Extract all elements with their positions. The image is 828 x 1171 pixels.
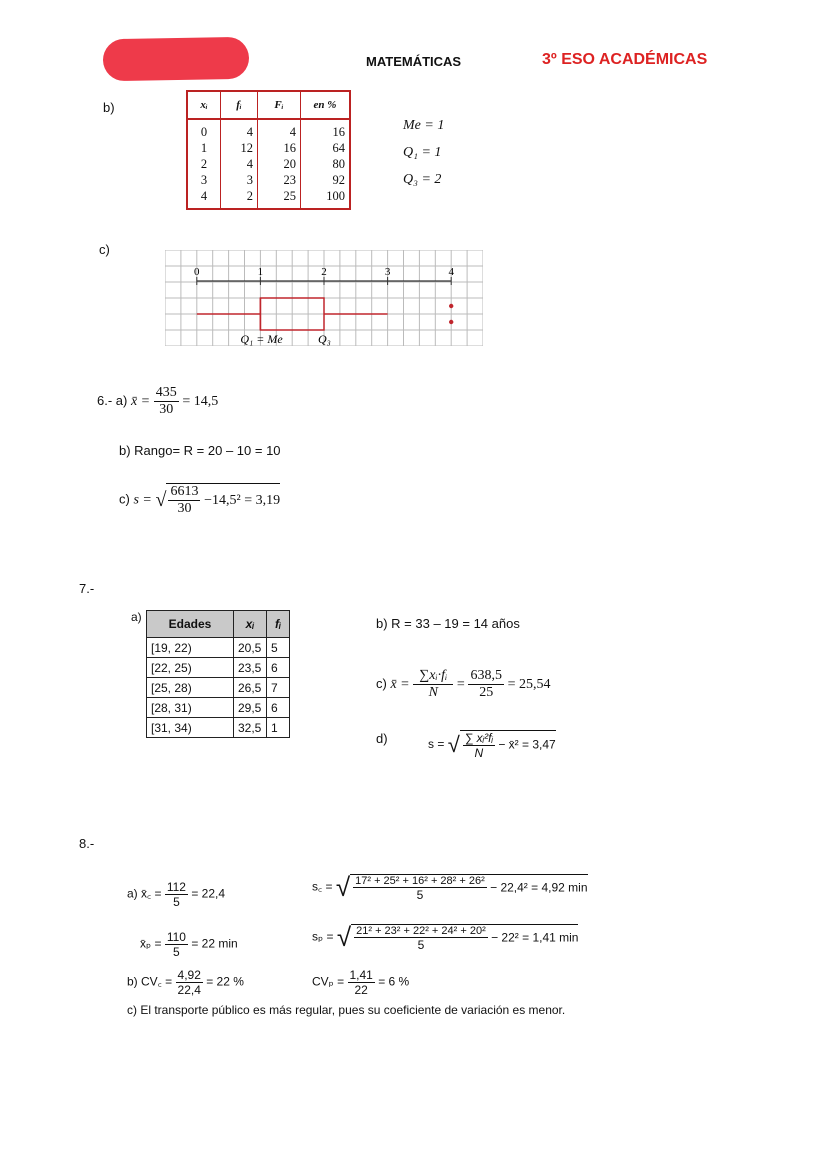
col-header: Edades <box>147 611 234 638</box>
ex7-c-fraction1 <box>413 668 453 701</box>
ex8-a2-result: = 22 min <box>191 936 238 951</box>
table-cell: 6 <box>267 658 290 678</box>
ex7-d-denominator: N <box>474 746 484 760</box>
sqrt-sign: √ <box>335 872 351 902</box>
ex6-c-denominator: 30 <box>177 501 192 516</box>
ex7-c-denominator1: N <box>428 685 438 700</box>
box-plot <box>165 250 483 346</box>
ex8-s2-radicand <box>351 924 578 952</box>
ex8-a1-denominator: 5 <box>173 895 180 909</box>
ex8-s2-var: sₚ = <box>312 929 334 944</box>
ex8-s1 <box>312 872 588 903</box>
ex8-b1-cv <box>127 968 244 997</box>
ex7-c-fraction2 <box>468 668 504 701</box>
ex8-title: 8.- <box>79 836 95 851</box>
ex8-a1-result: = 22,4 <box>191 886 226 901</box>
ex8-a2-numerator: 110 <box>166 930 186 944</box>
ex6-c-var: s = <box>133 492 152 508</box>
table-row <box>147 678 290 698</box>
ex6-b-range: b) Rango= R = 20 – 10 = 10 <box>119 443 281 458</box>
ex8-b2-fraction <box>348 968 375 997</box>
subject-title: MATEMÁTICAS <box>366 54 462 69</box>
table-cell: 26,5 <box>234 678 267 698</box>
col-header: xᵢ <box>187 91 221 119</box>
axis-tick-label: 1 <box>257 266 264 278</box>
table-row <box>187 140 350 156</box>
table-cell: 100 <box>301 188 351 209</box>
ex8-a2-denominator: 5 <box>173 945 180 959</box>
table-cell: 4 <box>221 156 258 172</box>
table-row <box>187 188 350 209</box>
ex7-c-var: x̄ = <box>390 676 410 692</box>
ex8-a1-prefix: a) x̄꜀ = <box>127 886 162 901</box>
ex7-title: 7.- <box>79 581 95 596</box>
table-cell: [28, 31) <box>147 698 234 718</box>
ex6-c-rest: −14,5² = 3,19 <box>204 492 281 508</box>
ex8-b1-numerator: 4,92 <box>177 968 201 982</box>
table-cell: 1 <box>267 718 290 738</box>
sqrt-sign: √ <box>155 488 167 511</box>
ex8-s2-fraction <box>354 925 488 952</box>
label-q3: Q₃ <box>318 332 331 346</box>
stat-q1: Q₁ = 1 <box>403 145 442 160</box>
ex8-b2-result: = 6 % <box>378 974 410 989</box>
table-cell: 16 <box>258 140 301 156</box>
sqrt-sign: √ <box>447 732 460 757</box>
axis-tick-label: 4 <box>448 266 454 278</box>
section-label-b: b) <box>103 100 115 115</box>
table-row <box>187 156 350 172</box>
ex8-a1-numerator: 112 <box>166 880 186 894</box>
table-cell: 7 <box>267 678 290 698</box>
table-cell: 64 <box>301 140 351 156</box>
col-header: fᵢ <box>221 91 258 119</box>
ex6-a <box>97 385 218 418</box>
ex8-a2-prefix: x̄ₚ = <box>140 936 162 951</box>
table-row <box>187 172 350 188</box>
ex6-a-denominator: 30 <box>159 402 174 417</box>
table-cell: [22, 25) <box>147 658 234 678</box>
ex8-s2-denominator: 5 <box>417 937 425 952</box>
ex7-d-var: s = <box>428 737 445 752</box>
ex8-a2-mean <box>140 930 238 959</box>
table-cell: 12 <box>221 140 258 156</box>
ex7-c-denominator2: 25 <box>479 685 494 700</box>
ex7-d-rest: − x̄² = 3,47 <box>498 737 556 752</box>
equals-sign: = <box>456 676 465 692</box>
ex8-s2-rest: − 22² = 1,41 min <box>491 930 579 945</box>
table-cell: 0 <box>200 125 208 139</box>
ex8-a1-mean <box>127 880 225 909</box>
ex6-a-result: = 14,5 <box>182 393 219 409</box>
table-cell: 80 <box>301 156 351 172</box>
table-cell: 5 <box>267 638 290 658</box>
ex6-a-var: x̄ = <box>130 393 151 409</box>
stat-q3: Q₃ = 2 <box>403 172 442 187</box>
ex6-a-numerator: 435 <box>155 385 177 400</box>
table-row <box>147 698 290 718</box>
course-title: 3º ESO ACADÉMICAS <box>542 51 708 68</box>
table-row <box>147 658 290 678</box>
table-cell: [19, 22) <box>147 638 234 658</box>
table-cell: 32,5 <box>234 718 267 738</box>
ex8-b1-denominator: 22,4 <box>177 983 201 997</box>
ex7-d-numerator: ∑ xᵢ²fᵢ <box>464 731 493 745</box>
table-cell: 25 <box>258 188 301 209</box>
table-cell: 1 <box>200 141 208 155</box>
col-header: fᵢ <box>267 611 290 638</box>
table-row <box>147 638 290 658</box>
table-cell: [31, 34) <box>147 718 234 738</box>
table-row <box>147 718 290 738</box>
table-cell: 92 <box>301 172 351 188</box>
outlier-point <box>449 320 453 324</box>
table-cell: 3 <box>221 172 258 188</box>
ex8-s1-numerator: 17² + 25² + 16² + 28² + 26² <box>355 874 485 887</box>
table-cell: 4 <box>258 119 301 140</box>
sqrt-sign: √ <box>336 922 352 952</box>
table-cell: 23,5 <box>234 658 267 678</box>
ex8-a1-fraction <box>165 880 188 909</box>
ex7-c-prefix: c) <box>376 675 387 691</box>
ex8-s1-denominator: 5 <box>416 887 424 902</box>
ex6-c <box>119 483 280 517</box>
table-row <box>187 119 350 140</box>
table-cell: 4 <box>200 189 208 203</box>
ex8-s1-rest: − 22,4² = 4,92 min <box>490 880 588 895</box>
ex6-c-radicand <box>166 483 280 517</box>
ages-table <box>146 610 290 738</box>
ex6-a-prefix: 6.- a) <box>97 392 128 408</box>
table-cell: 29,5 <box>234 698 267 718</box>
ex7-a-label: a) <box>131 610 142 624</box>
outlier-point <box>449 304 453 308</box>
table-cell: [25, 28) <box>147 678 234 698</box>
ex7-d-radicand <box>460 730 556 760</box>
ex7-d-prefix: d) <box>376 731 388 746</box>
table-cell: 23 <box>258 172 301 188</box>
ex8-s2 <box>312 922 578 953</box>
ex8-a2-fraction <box>165 930 188 959</box>
ex6-c-prefix: c) <box>119 491 130 507</box>
ex8-b2-prefix: CVₚ = <box>312 974 345 989</box>
table-cell: 6 <box>267 698 290 718</box>
ex8-b1-result: = 22 % <box>206 974 244 989</box>
ex8-b2-numerator: 1,41 <box>349 968 373 982</box>
ex8-b2-cv <box>312 968 409 997</box>
ex8-s1-var: s꜀ = <box>312 879 333 894</box>
ex8-c-conclusion: c) El transporte público es más regular, pues su coeficiente de variación es menor. <box>127 1003 566 1017</box>
table-cell: 20,5 <box>234 638 267 658</box>
redacted-name-mark <box>103 37 250 82</box>
ex6-c-numerator: 6613 <box>170 484 199 499</box>
axis-tick-label: 0 <box>194 266 200 278</box>
ex6-a-fraction <box>154 385 179 418</box>
ex7-c-numerator2: 638,5 <box>470 668 502 683</box>
ex8-b1-fraction <box>176 968 203 997</box>
frequency-table <box>186 90 351 210</box>
stat-median: Me = 1 <box>403 118 445 133</box>
table-cell: 20 <box>258 156 301 172</box>
col-header: en % <box>301 91 351 119</box>
table-cell: 2 <box>200 157 208 171</box>
col-header: xᵢ <box>234 611 267 638</box>
ex7-c <box>376 668 550 701</box>
col-header: Fᵢ <box>258 91 301 119</box>
ex7-b-range: b) R = 33 – 19 = 14 años <box>376 616 520 631</box>
ex8-s1-fraction <box>353 875 487 902</box>
ex7-d <box>428 730 556 760</box>
ex8-s2-numerator: 21² + 23² + 22² + 24² + 20² <box>356 924 486 937</box>
ex7-c-result: = 25,54 <box>507 676 551 692</box>
section-label-c: c) <box>99 242 110 257</box>
ex7-d-fraction <box>463 731 495 760</box>
ex8-b1-prefix: b) CV꜀ = <box>127 974 173 989</box>
ex6-c-fraction <box>168 484 200 517</box>
table-cell: 16 <box>301 119 351 140</box>
ex8-b2-denominator: 22 <box>354 983 368 997</box>
label-q1-me: Q₁ = Me <box>240 332 283 346</box>
axis-tick-label: 3 <box>384 266 391 278</box>
table-cell: 4 <box>221 119 258 140</box>
axis-tick-label: 2 <box>321 266 327 278</box>
ex7-c-numerator1: ∑xᵢ·fᵢ <box>413 668 453 685</box>
table-cell: 2 <box>221 188 258 209</box>
ex8-s1-radicand <box>350 874 587 902</box>
table-cell: 3 <box>200 173 208 187</box>
